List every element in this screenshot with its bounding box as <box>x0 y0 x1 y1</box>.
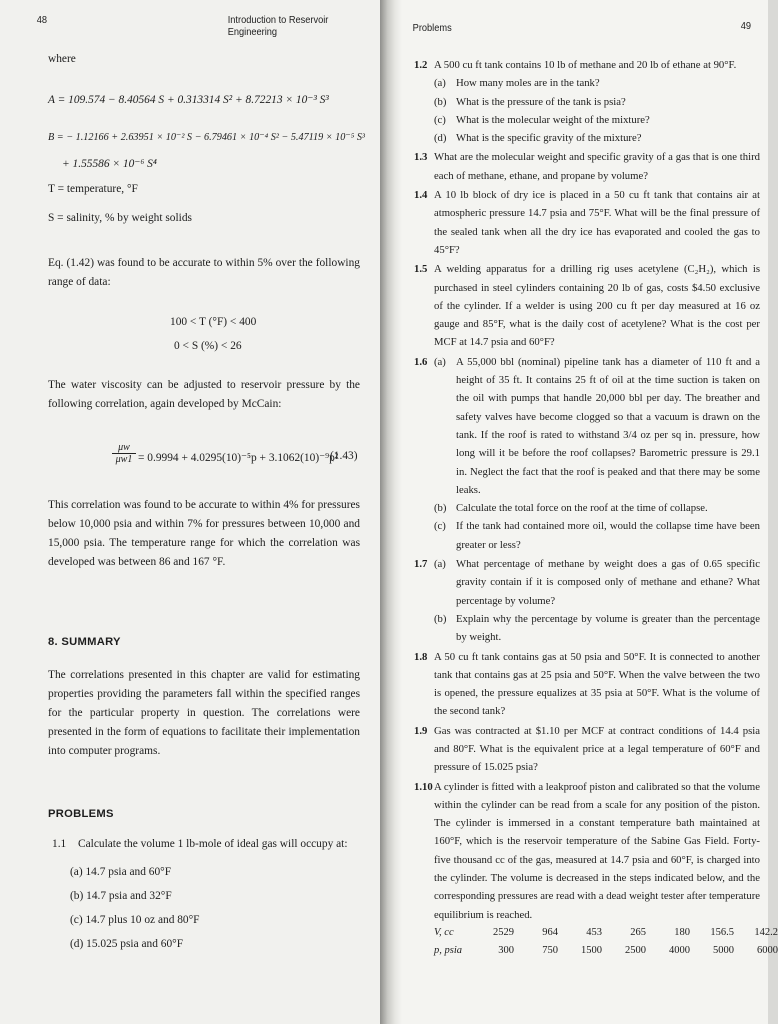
problem-number: 1.9 <box>414 724 428 737</box>
equation-1-43: = 0.9994 + 4.0295(10)⁻⁵p + 3.1062(10)⁻⁹p² <box>138 452 339 464</box>
table-row-label-volume: V, cc <box>434 926 454 938</box>
paragraph-correlation: This correlation was found to be accurate to within 4% for pressures below 10,000 psia and within 7% for pressures between 10,000 and 15,000 psia. The temperature range for which the correlation was developed was between 86 and 167 °F. <box>48 499 360 568</box>
section-title-problems: PROBLEMS <box>48 808 114 820</box>
problem-number: 1.10 <box>414 780 433 793</box>
table-cell: 5000 <box>713 944 734 956</box>
problems-list <box>402 56 768 925</box>
problem-text: Gas was contracted at $1.10 per MCF at contract conditions of 14.4 psia and 80°F. What is the equivalent price at a legal temperature of 60°F and pressure of 15.025 psia? <box>434 724 760 774</box>
section-title-summary: 8. SUMMARY <box>48 636 121 648</box>
problem-1-1-number: 1.1 <box>52 838 67 850</box>
subquestion-label: (a) <box>434 355 446 368</box>
subquestion-label: (a) <box>434 558 446 571</box>
table-cell: 265 <box>630 926 646 938</box>
right-page <box>402 0 778 1024</box>
problem-text: A welding apparatus for a drilling rig uses acetylene (C₂H₂), which is purchased in steel cylinders containing 20 lb of gas, costs $4.50 exclusive of the cylinder. If a welder is using 200 cu ft per day measured at 16 oz gauge and 85°F, what is the daily cost of acetylene? What is the cost per MCF at 14.7 psia and 60°F? <box>434 263 760 349</box>
book-gutter <box>380 0 402 1024</box>
table-cell: 2529 <box>493 926 514 938</box>
problem-item <box>414 260 760 351</box>
problem-text: A 10 lb block of dry ice is placed in a 50 cu ft tank that contains air at atmospheric pressure 14.7 psia and 75°F. What will be the final pressure of the sealed tank when all the dry ice has evaporated and cooled the gas to 45°F? <box>434 189 760 256</box>
subquestion-label: (b) <box>434 95 447 108</box>
problem-number: 1.8 <box>414 650 428 663</box>
problem-text: A cylinder is fitted with a leakproof piston and calibrated so that the volume within the cylinder can be read from a scale for any position of the piston. The cylinder is immersed in a constant temperature bath maintained at 160°F, which is the reservoir temperature of the Sabine Gas Field. Forty-five thousand cc of the gas, measured at 14.7 psia and 60°F, is charged into the cylinder. The volume is decreased in the steps indicated below, and the corresponding pressures are read with a dead weight tester after temperature equilibrium is reached. <box>434 780 760 921</box>
table-row-pressure <box>434 941 778 959</box>
table-cell: 180 <box>674 926 690 938</box>
subquestion-text: What is the molecular weight of the mixture? <box>456 113 650 126</box>
problem-text: A 50 cu ft tank contains gas at 50 psia and 50°F. It is connected to another tank that contains gas at 25 psia and 50°F. When the valve between the two is opened, the pressure equalizes at 35 psia at 50°F. What is the volume of the second tank? <box>434 650 760 718</box>
problem-subquestion <box>434 129 760 147</box>
subquestion-text: How many moles are in the tank? <box>456 77 600 90</box>
table-cell: 300 <box>498 944 514 956</box>
table-cell: 1500 <box>581 944 602 956</box>
problem-number: 1.2 <box>414 59 428 71</box>
equation-number-1-43: (1.43) <box>330 450 358 462</box>
table-cell: 453 <box>586 926 602 938</box>
subquestion-label: (a) <box>434 77 446 90</box>
left-page-number: 48 <box>36 14 47 26</box>
table-cell: 2500 <box>625 944 646 956</box>
problem-subquestion <box>434 555 760 610</box>
problem-subquestion <box>434 74 760 92</box>
definition-salinity: S = salinity, % by weight solids <box>48 212 192 224</box>
subquestion-text: If the tank had contained more oil, would the collapse time have been greater or less? <box>456 520 760 551</box>
problem-text: What are the molecular weight and specific gravity of a gas that is one third each of methane, ethane, and propane by volume? <box>434 151 760 182</box>
paragraph-range: Eq. (1.42) was found to be accurate to within 5% over the following range of data: <box>48 257 360 288</box>
problem-item <box>414 353 760 554</box>
problem-item <box>414 778 760 924</box>
subquestion-text: A 55,000 bbl (nominal) pipeline tank has a diameter of 110 ft and a height of 35 ft. It contains 25 ft of oil at the time suction is taken on the oil with pumps that handle 20,000 bbl per day. The breather and safety valves have become clogged so that a vacuum is drawn on the tank. If the roof is rated to withstand 3/4 oz per sq in. pressure, how long will it be before the roof collapses? Barometric pressure is 29.1 in. Neglect the fact that the roof is peaked and that there may be some leaks. <box>456 355 760 496</box>
left-page <box>0 0 380 1024</box>
table-cell: 156.5 <box>710 926 734 938</box>
range-salinity: 0 < S (%) < 26 <box>174 340 242 352</box>
problem-1-1-item-b: (b) 14.7 psia and 32°F <box>70 890 172 902</box>
table-cell: 142.2 <box>754 926 778 938</box>
subquestion-text: Explain why the percentage by volume is greater than the percentage by weight. <box>456 612 760 644</box>
problem-1-1-item-d: (d) 15.025 psia and 60°F <box>70 938 184 950</box>
problem-item <box>414 722 760 777</box>
definition-temperature: T = temperature, °F <box>48 183 138 195</box>
equation-a: A = 109.574 − 8.40564 S + 0.313314 S² + 8.72213 × 10⁻³ S³ <box>48 94 329 106</box>
problem-item <box>414 186 760 259</box>
problem-item <box>414 148 760 185</box>
problem-item <box>414 555 760 646</box>
problem-1-1-item-a: (a) 14.7 psia and 60°F <box>70 866 172 878</box>
equation-1-43-fraction <box>112 442 136 465</box>
problem-item <box>414 56 760 147</box>
problem-number: 1.6 <box>414 355 428 368</box>
table-cell: 750 <box>542 944 558 956</box>
problem-subquestion <box>434 93 760 111</box>
problem-number: 1.7 <box>414 558 428 571</box>
subquestion-label: (c) <box>434 113 446 126</box>
problem-number: 1.5 <box>414 263 428 276</box>
subquestion-label: (b) <box>434 612 447 625</box>
fraction-denominator: μw1 <box>115 454 133 465</box>
subquestion-text: Calculate the total force on the roof at the time of collapse. <box>456 502 708 515</box>
right-page-number: 49 <box>740 20 751 32</box>
table-cell: 964 <box>542 926 558 938</box>
table-cell: 6000 <box>757 944 778 956</box>
paragraph-summary: The correlations presented in this chapter are valid for estimating properties providing the parameters fall within the specified ranges for the particular property in question. The correlations were presented in the form of equations to facilitate their implementation into computer programs. <box>48 669 360 757</box>
subquestion-label: (d) <box>434 132 447 145</box>
where-label: where <box>48 53 76 65</box>
subquestion-text: What percentage of methane by weight does a gas of 0.65 specific gravity contain if it is composed only of methane and ethane? What percentage by volume? <box>456 558 760 607</box>
table-cell: 4000 <box>669 944 690 956</box>
paragraph-viscosity: The water viscosity can be adjusted to reservoir pressure by the following correlation, again developed by McCain: <box>48 379 360 410</box>
range-temperature: 100 < T (°F) < 400 <box>170 316 257 328</box>
problem-number: 1.3 <box>414 151 428 164</box>
problem-1-1-text: Calculate the volume 1 lb-mole of ideal gas will occupy at: <box>78 838 348 850</box>
problem-item <box>414 648 760 721</box>
fraction-numerator: μw <box>112 442 136 454</box>
problem-1-1-item-c: (c) 14.7 plus 10 oz and 80°F <box>70 914 200 926</box>
right-running-header: Problems <box>412 22 452 34</box>
problem-subquestion <box>434 499 760 517</box>
problem-subquestion <box>434 111 760 129</box>
equation-b-line1: B = − 1.12166 + 2.63951 × 10⁻² S − 6.79461 × 10⁻⁴ S² − 5.47119 × 10⁻⁵ S³ <box>48 132 365 143</box>
volume-pressure-table <box>434 923 778 959</box>
problem-subquestion <box>434 517 760 554</box>
subquestion-label: (b) <box>434 502 447 515</box>
problem-text: A 500 cu ft tank contains 10 lb of methane and 20 lb of ethane at 90°F. <box>434 59 737 71</box>
subquestion-label: (c) <box>434 520 446 533</box>
problem-number: 1.4 <box>414 189 428 202</box>
left-running-header: Introduction to Reservoir Engineering <box>227 14 329 38</box>
problem-subquestion <box>434 610 760 647</box>
table-row-volume <box>434 923 778 941</box>
problem-subquestion <box>434 353 760 499</box>
subquestion-text: What is the specific gravity of the mixture? <box>456 132 642 145</box>
equation-b-line2: + 1.55586 × 10⁻⁶ S⁴ <box>62 158 157 170</box>
subquestion-text: What is the pressure of the tank is psia? <box>456 95 626 108</box>
table-row-label-pressure: p, psia <box>434 944 463 956</box>
